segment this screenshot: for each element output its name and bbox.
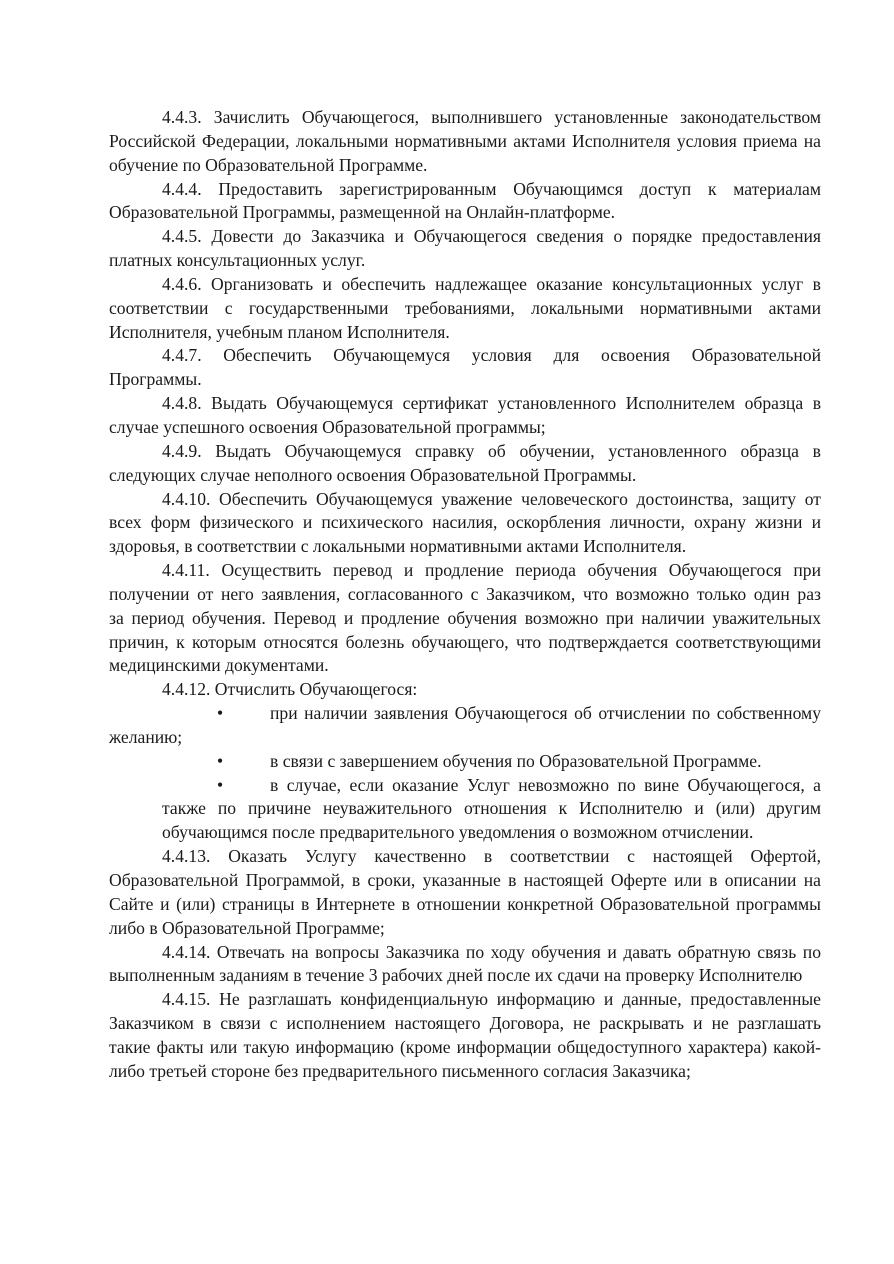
clause-line: Российской Федерации, локальными нормативными актами Исполнителя условия приема на (109, 130, 821, 151)
clause-line: за период обучения. Перевод и продление обучения возможно при наличии уважительных (109, 607, 821, 628)
bullet-icon: • (217, 774, 224, 795)
clause-paragraph (109, 988, 821, 1083)
clause-line: 4.4.14. Отвечать на вопросы Заказчика по ходу обучения и давать обратную связь по (162, 941, 821, 962)
clause-paragraph (109, 392, 821, 440)
clause-line: всех форм физического и психического насилия, оскорбления личности, охрану жизни и (109, 512, 821, 533)
bullet-item (109, 774, 821, 846)
clause-paragraph (109, 344, 821, 392)
clause-line: выполненным заданиям в течение 3 рабочих дней после их сдачи на проверку Исполнителю (109, 965, 803, 986)
clause-line: Программы. (109, 369, 202, 390)
expulsion-bullet-list (109, 702, 821, 845)
bullet-item (109, 702, 821, 750)
clause-paragraph (109, 178, 821, 226)
bullet-text-continued: обучающимся после предварительного уведомления о возможном отчислении. (162, 822, 754, 843)
bullet-icon: • (217, 703, 224, 724)
clause-line: медицинскими документами. (109, 655, 329, 676)
bullet-icon: • (217, 750, 224, 771)
clause-line: либо третьей стороне без предварительного письменного согласия Заказчика; (109, 1060, 691, 1081)
clause-line: 4.4.15. Не разглашать конфиденциальную информацию и данные, предоставленные (162, 989, 821, 1010)
clause-line: 4.4.10. Обеспечить Обучающемуся уважение человеческого достоинства, защиту от (162, 488, 821, 509)
clause-line: либо в Образовательной Программе; (109, 917, 385, 938)
clause-line: случае успешного освоения Образовательной программы; (109, 416, 546, 437)
clause-paragraph (109, 440, 821, 488)
clause-paragraph (109, 488, 821, 560)
clause-line: 4.4.6. Организовать и обеспечить надлежащее оказание консультационных услуг в (162, 273, 821, 294)
clause-line: причин, к которым относятся болезнь обучающего, что подтверждается соответствующими (109, 631, 821, 652)
bullet-text-continued: также по причине неуважительного отношения к Исполнителю и (или) другим (162, 798, 821, 819)
clause-line: Заказчиком в связи с исполнением настоящего Договора, не раскрывать и не разглашать (109, 1013, 821, 1034)
clause-paragraph (109, 273, 821, 345)
clause-line: такие факты или такую информацию (кроме информации общедоступного характера) какой- (109, 1036, 821, 1057)
clauses-before-list (109, 106, 821, 702)
clause-line: 4.4.5. Довести до Заказчика и Обучающегося сведения о порядке предоставления (162, 226, 821, 247)
bullet-text: в случае, если оказание Услуг невозможно по вине Обучающегося, а (270, 774, 821, 795)
clause-line: платных консультационных услуг. (109, 250, 366, 271)
clause-line: Образовательной Программы, размещенной на Онлайн-платформе. (109, 202, 616, 223)
clause-paragraph (109, 559, 821, 678)
clause-paragraph (109, 845, 821, 940)
clause-line: Сайте и (или) страницы в Интернете в отношении конкретной Образовательной программы (109, 893, 821, 914)
bullet-item (109, 750, 821, 774)
clause-line: соответствии с государственными требованиями, локальными нормативными актами (109, 297, 821, 318)
clause-paragraph (109, 678, 821, 702)
clause-line: 4.4.3. Зачислить Обучающегося, выполнившего установленные законодательством (162, 107, 821, 127)
clause-line: 4.4.9. Выдать Обучающемуся справку об обучении, установленного образца в (162, 440, 821, 461)
clause-line: 4.4.4. Предоставить зарегистрированным Обучающимся доступ к материалам (162, 178, 821, 199)
bullet-text: в связи с завершением обучения по Образовательной Программе. (270, 750, 762, 771)
document-page (109, 106, 821, 1084)
clauses-after-list (109, 845, 821, 1083)
clause-line: 4.4.11. Осуществить перевод и продление периода обучения Обучающегося при (162, 560, 821, 581)
clause-paragraph (109, 941, 821, 989)
bullet-text-continued: желанию; (109, 726, 183, 747)
clause-line: следующих случае неполного освоения Образовательной Программы. (109, 464, 637, 485)
clause-paragraph (109, 225, 821, 273)
clause-line: Образовательной Программой, в сроки, указанные в настоящей Оферте или в описании на (109, 870, 821, 890)
clause-line: 4.4.8. Выдать Обучающемуся сертификат установленного Исполнителем образца в (162, 393, 821, 414)
clause-line: 4.4.13. Оказать Услугу качественно в соответствии с настоящей Офертой, (162, 846, 821, 867)
clause-line: 4.4.7. Обеспечить Обучающемуся условия для освоения Образовательной (162, 345, 821, 366)
clause-line: получении от него заявления, согласованного с Заказчиком, что возможно только один раз (109, 583, 821, 604)
clause-line: 4.4.12. Отчислить Обучающегося: (162, 679, 418, 700)
clause-line: Исполнителя, учебным планом Исполнителя. (109, 321, 450, 342)
bullet-text: при наличии заявления Обучающегося об отчислении по собственному (270, 703, 821, 724)
clause-paragraph (109, 106, 821, 178)
clause-line: здоровья, в соответствии с локальными нормативными актами Исполнителя. (109, 536, 687, 557)
clause-line: обучение по Образовательной Программе. (109, 154, 428, 175)
